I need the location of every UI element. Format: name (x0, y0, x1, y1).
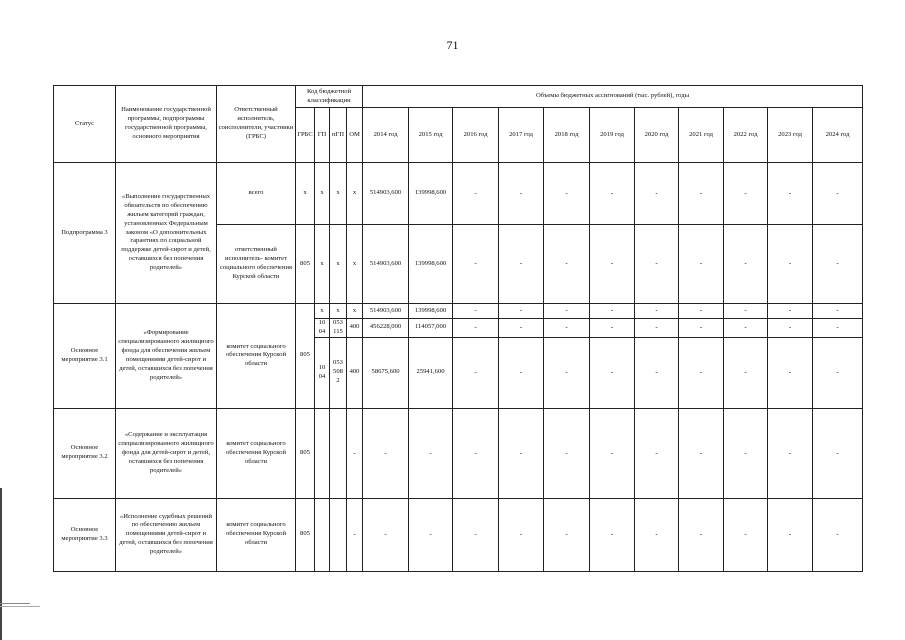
cell-gp: x (315, 304, 330, 319)
cell-grbs: x (296, 163, 315, 225)
cell-2022: - (724, 408, 768, 498)
header-year: 2016 год (453, 108, 499, 163)
cell-grbs: 805 (296, 225, 315, 304)
cell-2024: - (813, 337, 863, 408)
cell-2014: 456228,000 (363, 319, 409, 338)
cell-2021: - (679, 498, 724, 571)
cell-2014: 58675,600 (363, 337, 409, 408)
cell-2018: - (544, 498, 590, 571)
row-name: «Содержание и эксплуатация специализированного жилищного фонда для детей-сирот и детей, оставшихся без попечения родителей» (116, 408, 217, 498)
cell-2024: - (813, 319, 863, 338)
cell-2021: - (679, 163, 724, 225)
row-name: «Формирование специализированного жилищного фонда для обеспечения жильем помещениями детей-сирот и детей, оставшихся без попечения родителей» (116, 304, 217, 409)
cell-om: 400 (347, 337, 363, 408)
cell-om: - (347, 408, 363, 498)
cell-om: x (347, 163, 363, 225)
cell-2017: - (499, 304, 544, 319)
cell-2018: - (544, 163, 590, 225)
cell-2014: - (363, 408, 409, 498)
cell-2022: - (724, 319, 768, 338)
cell-2015: 139998,600 (409, 304, 453, 319)
header-year: 2022 год (724, 108, 768, 163)
cell-2016: - (453, 304, 499, 319)
cell-2023: - (768, 225, 813, 304)
cell-2023: - (768, 163, 813, 225)
cell-gp: x (315, 163, 330, 225)
cell-om: x (347, 225, 363, 304)
cell-gp: 10 04 (315, 337, 330, 408)
cell-om: - (347, 498, 363, 571)
cell-2021: - (679, 337, 724, 408)
cell-2017: - (499, 408, 544, 498)
row-responsible: всего (217, 163, 296, 225)
cell-2017: - (499, 319, 544, 338)
cell-2020: - (635, 337, 679, 408)
page-number: 71 (446, 38, 459, 52)
cell-2015: 114057,000 (409, 319, 453, 338)
cell-2014: 514903,600 (363, 304, 409, 319)
header-year: 2018 год (544, 108, 590, 163)
cell-pgp: x (330, 225, 347, 304)
cell-2021: - (679, 319, 724, 338)
cell-2024: - (813, 163, 863, 225)
header-year: 2023 год (768, 108, 813, 163)
cell-2023: - (768, 319, 813, 338)
cell-2016: - (453, 319, 499, 338)
header-year: 2015 год (409, 108, 453, 163)
cell-2022: - (724, 225, 768, 304)
scan-mark (0, 603, 30, 604)
cell-pgp: x (330, 163, 347, 225)
cell-2015: 25941,600 (409, 337, 453, 408)
row-name: «Выполнение государственных обязательств по обеспечению жильем категорий граждан, установленных Федеральным законом «О дополнительных гарантиях по социальной поддержке детей-сирот и детей, оставшихся без попечения родителей» (116, 163, 217, 304)
cell-2019: - (590, 304, 635, 319)
cell-2020: - (635, 408, 679, 498)
header-code-group: Код бюджетной классификации (296, 86, 363, 108)
cell-pgp: 053 508 2 (330, 337, 347, 408)
cell-2024: - (813, 304, 863, 319)
row-status: Основное мероприятие 3.2 (54, 408, 116, 498)
cell-2020: - (635, 319, 679, 338)
cell-2014: 514903,600 (363, 163, 409, 225)
cell-2014: 514903,600 (363, 225, 409, 304)
cell-gp (315, 408, 330, 498)
cell-2016: - (453, 498, 499, 571)
header-gp: ГП (315, 108, 330, 163)
cell-2015: - (409, 498, 453, 571)
cell-2018: - (544, 337, 590, 408)
cell-2018: - (544, 225, 590, 304)
cell-grbs: 805 (296, 408, 315, 498)
cell-pgp: x (330, 304, 347, 319)
cell-grbs: 805 (296, 304, 315, 409)
row-status: Основное мероприятие 3.1 (54, 304, 116, 409)
header-year: 2017 год (499, 108, 544, 163)
cell-2015: 139998,600 (409, 225, 453, 304)
cell-2014: - (363, 498, 409, 571)
cell-gp (315, 498, 330, 571)
header-responsible: Ответственный исполнитель, соисполнители, участники (ГРБС) (217, 86, 296, 163)
cell-2020: - (635, 163, 679, 225)
cell-2016: - (453, 408, 499, 498)
cell-2017: - (499, 498, 544, 571)
cell-2017: - (499, 163, 544, 225)
cell-2022: - (724, 304, 768, 319)
cell-2019: - (590, 408, 635, 498)
cell-2017: - (499, 225, 544, 304)
cell-2018: - (544, 319, 590, 338)
header-pgp: пГП (330, 108, 347, 163)
cell-gp: 10 04 (315, 319, 330, 338)
cell-2016: - (453, 163, 499, 225)
row-responsible: ответственный исполнитель- комитет социального обеспечения Курской области (217, 225, 296, 304)
cell-2019: - (590, 337, 635, 408)
cell-2021: - (679, 225, 724, 304)
cell-2019: - (590, 163, 635, 225)
cell-2024: - (813, 408, 863, 498)
header-volumes: Объемы бюджетных ассигнований (тыс. рублей), годы (363, 86, 863, 108)
cell-2015: - (409, 408, 453, 498)
cell-om: 400 (347, 319, 363, 338)
row-responsible: комитет социального обеспечения Курской области (217, 408, 296, 498)
cell-2015: 139998,600 (409, 163, 453, 225)
header-year: 2021 год (679, 108, 724, 163)
cell-2018: - (544, 304, 590, 319)
cell-2024: - (813, 225, 863, 304)
cell-pgp (330, 408, 347, 498)
cell-2019: - (590, 319, 635, 338)
cell-gp: x (315, 225, 330, 304)
cell-pgp: 053 115 (330, 319, 347, 338)
row-name: «Исполнение судебных решений по обеспечению жильем помещениями детей-сирот и детей, оставшихся без попечения родителей» (116, 498, 217, 571)
header-year: 2020 год (635, 108, 679, 163)
cell-grbs: 805 (296, 498, 315, 571)
row-status: Подпрограмма 3 (54, 163, 116, 304)
cell-2022: - (724, 163, 768, 225)
cell-2019: - (590, 225, 635, 304)
scan-edge-line (0, 488, 2, 640)
cell-pgp (330, 498, 347, 571)
cell-2016: - (453, 337, 499, 408)
header-grbs: ГРБС (296, 108, 315, 163)
cell-2023: - (768, 498, 813, 571)
cell-2022: - (724, 337, 768, 408)
cell-2020: - (635, 225, 679, 304)
header-year: 2024 год (813, 108, 863, 163)
cell-2023: - (768, 408, 813, 498)
cell-2024: - (813, 498, 863, 571)
cell-om: x (347, 304, 363, 319)
cell-2020: - (635, 498, 679, 571)
cell-2019: - (590, 498, 635, 571)
scan-mark (0, 606, 40, 607)
cell-2023: - (768, 304, 813, 319)
cell-2022: - (724, 498, 768, 571)
cell-2017: - (499, 337, 544, 408)
cell-2018: - (544, 408, 590, 498)
budget-table (53, 85, 863, 572)
cell-2021: - (679, 304, 724, 319)
header-year: 2014 год (363, 108, 409, 163)
header-name: Наименование государственной программы, подпрограммы государственной программы, основного мероприятия (116, 86, 217, 163)
header-om: ОМ (347, 108, 363, 163)
row-responsible: комитет социального обеспечения Курской области (217, 304, 296, 409)
cell-2023: - (768, 337, 813, 408)
header-year: 2019 год (590, 108, 635, 163)
row-status: Основное мероприятие 3.3 (54, 498, 116, 571)
cell-2020: - (635, 304, 679, 319)
row-responsible: комитет социального обеспечения Курской области (217, 498, 296, 571)
cell-2016: - (453, 225, 499, 304)
cell-2021: - (679, 408, 724, 498)
header-status: Статус (54, 86, 116, 163)
